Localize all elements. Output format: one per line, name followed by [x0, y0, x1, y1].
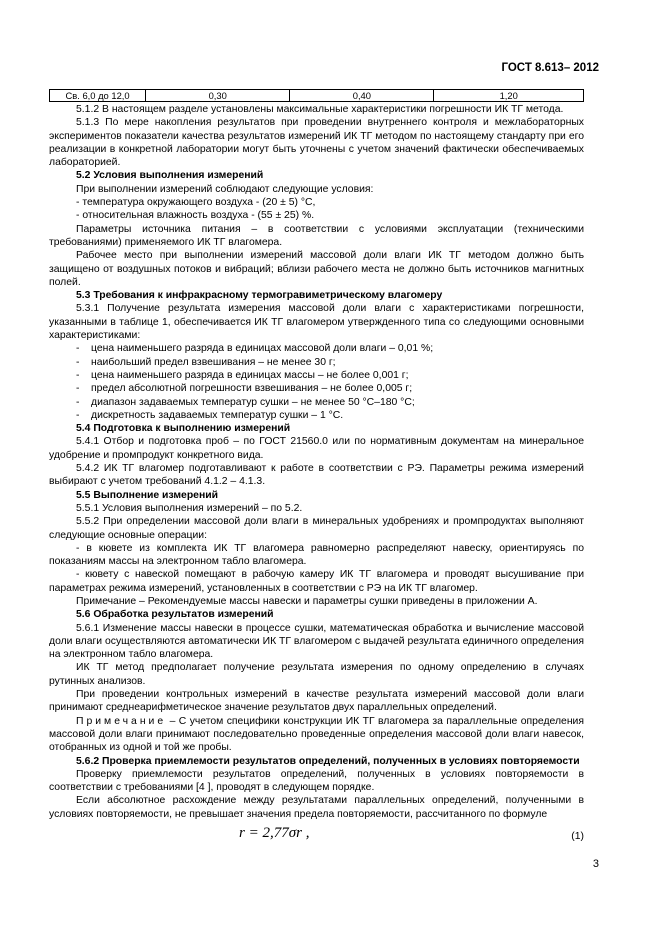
table-row [50, 90, 584, 102]
list-item: - наибольший предел взвешивания – не менее 30 г; [76, 356, 336, 368]
paragraph: При выполнении измерений соблюдают следующие условия: [76, 183, 374, 195]
list-item: - дискретность задаваемых температур сушки – 1 °С. [76, 409, 344, 421]
note-label: Примечание [76, 715, 167, 727]
table-cell: 0,40 [290, 90, 434, 102]
heading-5-5: 5.5 Выполнение измерений [76, 489, 218, 501]
heading-5-6-2: 5.6.2 Проверка приемлемости результатов определений, полученных в условиях повторяемости [76, 755, 580, 767]
list-item: - цена наименьшего разряда в единицах массовой доли влаги – 0,01 %; [76, 343, 434, 355]
paragraph: Если абсолютное расхождение между результатами параллельных определений, полученными в условиях повторяемости, не превышает значения предела повторяемости, рассчитанного по формуле [49, 795, 584, 820]
paragraph: Параметры источника питания – в соответствии с условиями эксплуатации (техническими требованиями) применяемого ИК ТГ влагомера. [49, 223, 584, 248]
heading-5-3: 5.3 Требования к инфракрасному термогравиметрическому влагомеру [76, 290, 443, 302]
note: Примечание – Рекомендуемые массы навески и параметры сушки приведены в приложении А. [76, 595, 538, 607]
table-1-last-row [49, 89, 584, 102]
list-item: - предел абсолютной погрешности взвешивания – не более 0,005 г; [76, 383, 413, 395]
heading-5-2: 5.2 Условия выполнения измерений [76, 170, 264, 182]
list-item: - цена наименьшего разряда в единицах массы – не более 0,001 г; [76, 369, 409, 381]
table-cell: 1,20 [434, 90, 584, 102]
paragraph-5-5-2: 5.5.2 При определении массовой доли влаги в минеральных удобрениях и промпродуктах выполняют следующие основные операции: [49, 516, 584, 541]
document-header: ГОСТ 8.613– 2012 [501, 62, 599, 74]
note-text: – С учетом специфики конструкции ИК ТГ влагомера за параллельные определения массовой доли влаги принимают последовательно проведенные определения массовой доли влаги навесок, отобранных из одной и той же пробы. [49, 715, 584, 754]
paragraph-5-5-1: 5.5.1 Условия выполнения измерений – по 5.2. [76, 502, 303, 514]
note [49, 715, 584, 755]
operation-item: - кювету с навеской помещают в рабочую камеру ИК ТГ влагомера и проводят высушивание при параметрах режима измерений, установленных в соответствии с РЭ на ИК ТГ влагомер. [49, 569, 584, 594]
page-body [49, 89, 584, 851]
formula-number: (1) [571, 831, 584, 843]
formula-expression: r = 2,77σr , [239, 825, 310, 842]
paragraph: Проверку приемлемости результатов определений, полученных в условиях повторяемости в соответствии с требованиями [4 ], проводят в следующем порядке. [49, 768, 584, 794]
paragraph-5-3-1: 5.3.1 Получение результата измерения массовой доли влаги с характеристиками погрешности, указанными в таблице 1, обеспечивается ИК ТГ влагомером утвержденного типа со следующими основными характеристиками: [49, 303, 584, 342]
paragraph-5-4-1: 5.4.1 Отбор и подготовка проб – по ГОСТ 21560.0 или по нормативным документам на минеральное удобрение и промпродукт конкретного вида. [49, 436, 584, 461]
condition-humidity: - относительная влажность воздуха - (55 ± 25) %. [76, 210, 315, 222]
table-cell: Св. 6,0 до 12,0 [50, 90, 146, 102]
paragraph-5-4-2: 5.4.2 ИК ТГ влагомер подготавливают к работе в соответствии с РЭ. Параметры режима измерений выбирают с учетом требований 4.1.2 – 4.1.3. [49, 463, 584, 488]
operation-item: - в кювете из комплекта ИК ТГ влагомера равномерно распределяют навеску, ориентируясь по показаниям массы на электронном табло влагомера. [49, 542, 584, 568]
paragraph-5-6-1: 5.6.1 Изменение массы навески в процессе сушки, математическая обработка и вычисление массовой доли влаги осуществляются автоматически ИК ТГ влагомером с выдачей результата единичного определения на электронном табло влагомера. [49, 622, 584, 661]
paragraph: При проведении контрольных измерений в качестве результата измерений массовой доли влаги принимают среднеарифметическое значение результатов двух параллельных определений. [49, 689, 584, 714]
heading-5-4: 5.4 Подготовка к выполнению измерений [76, 423, 291, 435]
paragraph: ИК ТГ метод предполагает получение результата измерения по одному определению в случаях рутинных анализов. [49, 662, 584, 687]
formula-1 [49, 821, 584, 851]
paragraph-5-1-3: 5.1.3 По мере накопления результатов при проведении внутреннего контроля и межлабораторных экспериментов показатели качества результатов измерений ИК ТГ методом по настоящему стандарту при его реализации в конкретной лаборатории могут быть уточнены с учетом значений фактически обеспечиваемых лабораторией. [49, 117, 584, 169]
condition-temperature: - температура окружающего воздуха - (20 ± 5) °С, [76, 197, 316, 209]
paragraph-5-1-2: 5.1.2 В настоящем разделе установлены максимальные характеристики погрешности ИК ТГ метода. [76, 104, 564, 115]
paragraph: Рабочее место при выполнении измерений массовой доли влаги ИК ТГ методом должно быть защищено от воздушных потоков и вибраций; вблизи рабочего места не должно быть источников магнитных полей. [49, 250, 584, 288]
heading-5-6: 5.6 Обработка результатов измерений [76, 609, 274, 621]
table-cell: 0,30 [146, 90, 290, 102]
page-number: 3 [592, 858, 599, 870]
list-item: - диапазон задаваемых температур сушки – не менее 50 °С–180 °С; [76, 396, 415, 408]
